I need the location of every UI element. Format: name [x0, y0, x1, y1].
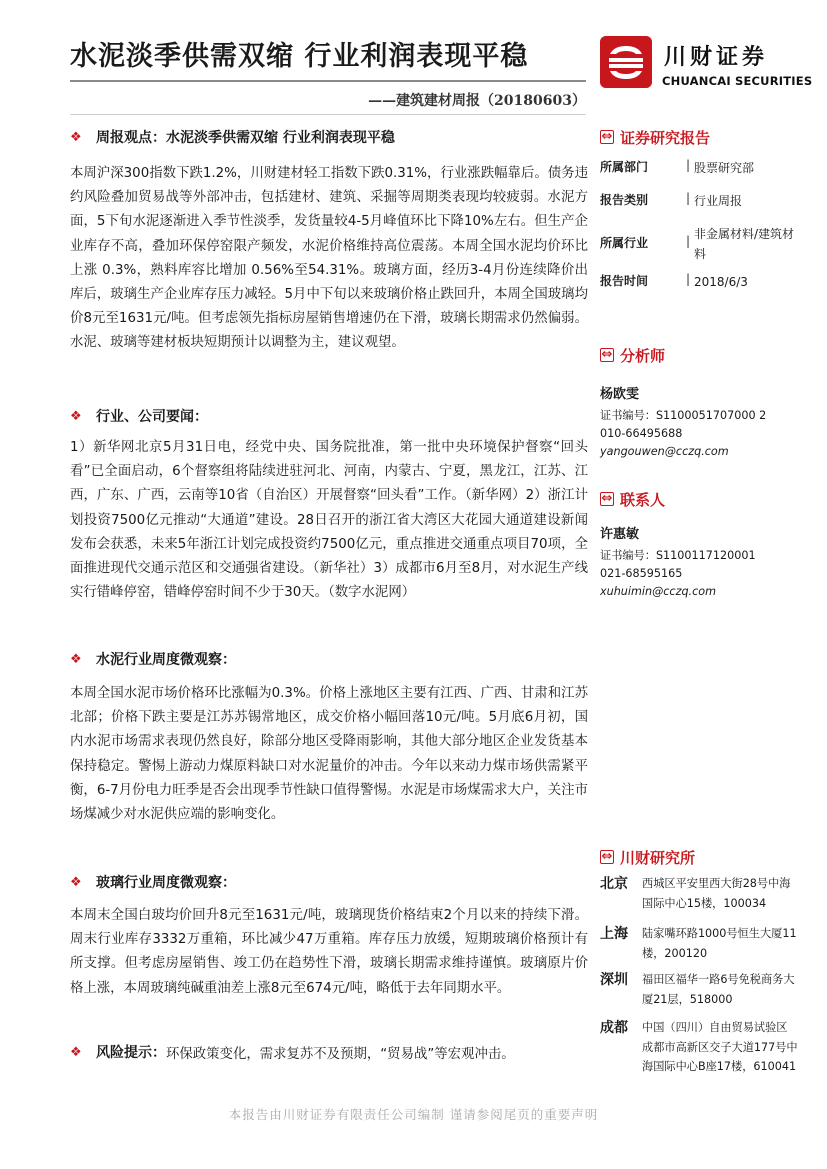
info-value: 股票研究部	[694, 161, 755, 175]
info-row-industry	[600, 224, 800, 264]
risk-label: 风险提示：	[96, 1045, 166, 1061]
analyst-heading-text: 分析师	[620, 346, 666, 365]
header-divider	[70, 80, 586, 82]
office-city: 上海	[600, 926, 628, 942]
info-separator: |	[686, 272, 691, 286]
office-city: 成都	[600, 1020, 628, 1036]
info-key: 报告类别	[600, 193, 649, 207]
analyst-card	[600, 386, 800, 461]
info-separator: |	[686, 191, 691, 205]
analyst-cert: 证书编号：S1100051707000 2	[600, 409, 767, 422]
info-key: 报告时间	[600, 274, 649, 288]
info-separator: |	[686, 234, 691, 248]
contact-phone: 021-68595165	[600, 567, 683, 580]
bullet-diamond-icon: ❖	[70, 129, 82, 145]
news-body: 1）新华网北京5月31日电，经党中央、国务院批准，第一批中央环境保护督察“回头看”已全面启动，6个督察组将陆续进驻河北、河南，内蒙古、宁夏，黑龙江，江苏、江西，广东、广西，云南等10省（自治区）开展督察“回头看”工作。（新华网）2）浙江计划投资7500亿元推动“大通道”建设。28日召开的浙江省大湾区大花园大通道建设新闻发布会获悉，未来5年浙江计划完成投资约7500亿元，重点推进交通重点项目70项，全面推进现代交通示范区和交通强省建设。（新华社）3）成都市6月至8月，对水泥生产线实行错峰停窑，错峰停窑时间不少于30天。（数字水泥网）	[70, 440, 588, 601]
glass-heading	[70, 871, 588, 893]
cement-body: 本周全国水泥市场价格环比涨幅为0.3%。价格上涨地区主要有江西、广西、甘肃和江苏北部；价格下跌主要是江苏苏锡常地区，成交价格小幅回落10元/吨。5月底6月初，国内水泥市场需求表现仍然良好，除部分地区受降雨影响，其他大部分地区企业发货基本保持稳定。警惕上游动力煤原料缺口对水泥量价的冲击。今年以来动力煤市场供需紧平衡，6-7月份电力旺季是否会出现季节性缺口值得警惕。水泥是市场煤需求大户，关注市场煤减少对水泥供应端的影响变化。	[70, 686, 588, 823]
header-divider-thin	[70, 114, 586, 115]
info-value: 行业周报	[694, 194, 743, 208]
section-marker-icon: ⇔	[601, 129, 613, 144]
contact-card	[600, 526, 800, 601]
office-address: 福田区福华一路6号免税商务大厦21层，518000	[642, 973, 795, 1006]
info-row-date	[600, 272, 800, 292]
bullet-diamond-icon: ❖	[70, 1044, 82, 1060]
bullet-diamond-icon: ❖	[70, 651, 82, 667]
office-chengdu	[600, 1018, 800, 1077]
glass-body: 本周末全国白玻均价回升8元至1631元/吨，玻璃现货价格结束2个月以来的持续下滑。周末行业库存3332万重箱，环比减少47万重箱。库存压力放缓，短期玻璃价格预计有所支撑。但考虑房屋销售、竣工仍在趋势性下滑，玻璃长期需求维持谨慎。玻璃原片价格上涨，本周玻璃纯碱重油差上涨8元至674元/吨，略低于去年同期水平。	[70, 908, 588, 996]
contact-cert: 证书编号：S1100117120001	[600, 549, 756, 562]
office-address: 西城区平安里西大街28号中海国际中心15楼，100034	[642, 877, 791, 910]
institute-heading	[600, 846, 695, 868]
risk-warning	[70, 1042, 588, 1062]
bullet-diamond-icon: ❖	[70, 874, 82, 890]
company-logo	[600, 36, 813, 94]
info-key: 所属部门	[600, 160, 649, 174]
info-separator: |	[686, 158, 691, 172]
office-shenzhen	[600, 970, 800, 1009]
contact-name: 许惠敏	[600, 527, 640, 542]
contact-heading-text: 联系人	[620, 490, 666, 509]
info-row-category	[600, 191, 800, 211]
report-heading-text: 证券研究报告	[620, 128, 711, 147]
office-city: 深圳	[600, 972, 628, 988]
news-heading	[70, 405, 588, 427]
info-value: 2018/6/3	[694, 275, 748, 289]
office-beijing	[600, 874, 800, 913]
info-key: 所属行业	[600, 236, 649, 250]
office-address: 陆家嘴环路1000号恒生大厦11楼，200120	[642, 927, 797, 960]
weekly-view-heading	[70, 126, 588, 148]
section-marker-icon: ⇔	[601, 491, 613, 506]
weekly-view-heading-text: 周报观点：水泥淡季供需双缩 行业利润表现平稳	[96, 130, 395, 146]
section-marker-icon: ⇔	[601, 347, 613, 362]
institute-heading-text: 川财研究所	[620, 848, 696, 867]
cement-heading	[70, 648, 588, 670]
logo-name: 川财证券	[664, 45, 769, 70]
news-heading-text: 行业、公司要闻：	[96, 409, 208, 425]
office-shanghai	[600, 924, 800, 963]
info-row-department	[600, 158, 800, 178]
cement-heading-text: 水泥行业周度微观察：	[96, 652, 236, 668]
section-marker-icon: ⇔	[601, 849, 613, 864]
report-subtitle: ——建筑建材周报（20180603）	[368, 93, 586, 109]
page-title: 水泥淡季供需双缩 行业利润表现平稳	[70, 41, 529, 72]
contact-heading	[600, 488, 665, 510]
glass-heading-text: 玻璃行业周度微观察：	[96, 875, 236, 891]
bullet-diamond-icon: ❖	[70, 408, 82, 424]
logo-mark-icon	[600, 36, 652, 88]
contact-email[interactable]: xuhuimin@cczq.com	[600, 585, 717, 598]
office-city: 北京	[600, 876, 628, 892]
analyst-email[interactable]: yangouwen@cczq.com	[600, 445, 729, 458]
weekly-view-body: 本周沪深300指数下跌1.2%，川财建材轻工指数下跌0.31%，行业涨跌幅靠后。债务违约风险叠加贸易战等外部冲击，包括建材、建筑、采掘等周期类表现均较疲弱。水泥方面，5下旬水泥逐渐进入季节性淡季，发货量较4-5月峰值环比下降10%左右。但生产企业库存不高，叠加环保停窑限产频发，水泥价格维持高位震荡。本周全国水泥均价环比上涨 0.3%，熟料库容比增加 0.56%至54.31%。玻璃方面，经历3-4月份连续降价出库后，玻璃生产企业库存压力减轻。5月中下旬以来玻璃价格止跌回升，本周全国玻璃均价8元至1631元/吨。但考虑领先指标房屋销售增速仍在下滑，玻璃长期需求仍然偏弱。水泥、玻璃等建材板块短期预计以调整为主，建议观望。	[70, 166, 588, 351]
office-address: 中国（四川）自由贸易试验区成都市高新区交子大道177号中海国际中心B座17楼，610041	[642, 1021, 798, 1073]
analyst-name: 杨欧雯	[600, 387, 640, 402]
page-footer: 本报告由川财证券有限责任公司编制 谨请参阅尾页的重要声明	[228, 1107, 599, 1122]
logo-english-name: CHUANCAI SECURITIES	[662, 74, 813, 88]
report-heading	[600, 126, 710, 148]
info-value: 非金属材料/建筑材料	[694, 227, 795, 261]
analyst-heading	[600, 344, 665, 366]
risk-text: 环保政策变化，需求复苏不及预期，“贸易战”等宏观冲击。	[166, 1046, 515, 1062]
analyst-phone: 010-66495688	[600, 427, 683, 440]
